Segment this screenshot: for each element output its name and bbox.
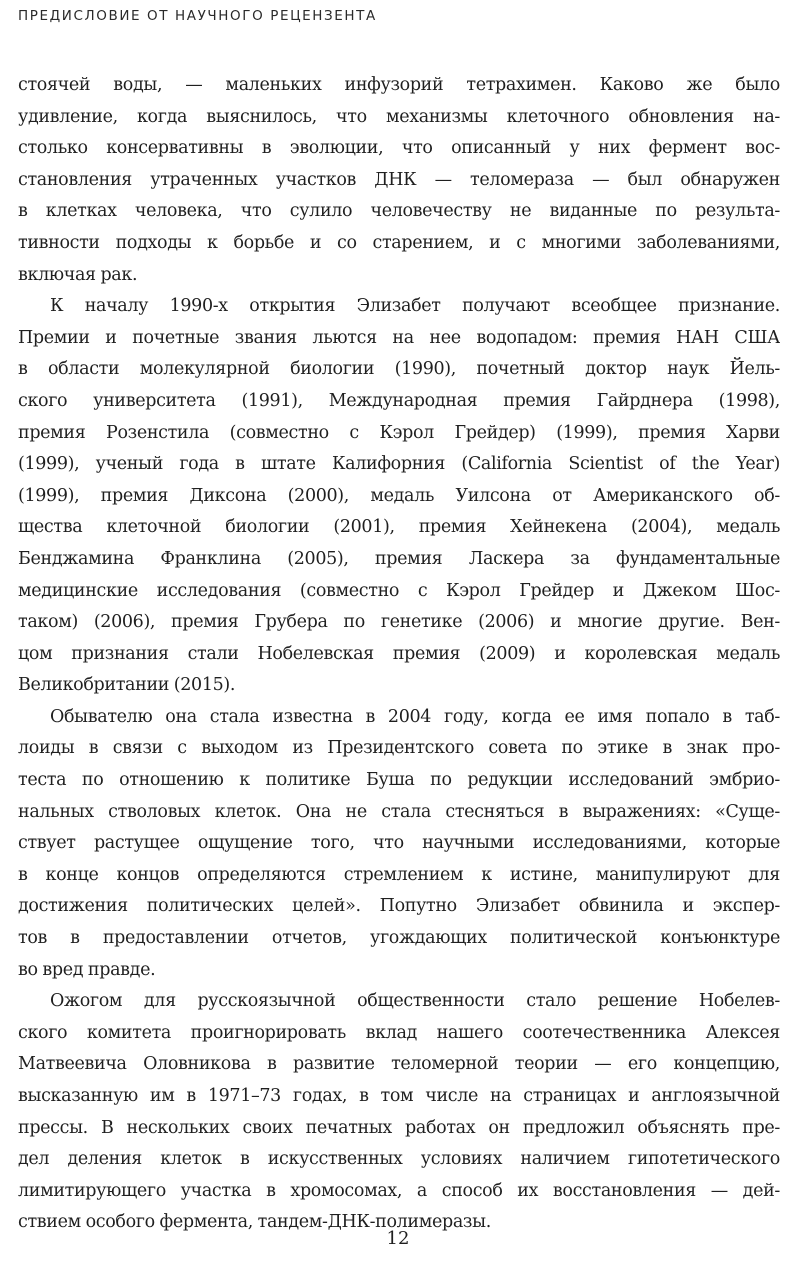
paragraph-3-line: в конце концов определяются стремлением к истине, манипулируют для <box>18 864 780 885</box>
paragraph-2-line: медицинские исследования (совместно с Кэрол Грейдер и Джеком Шос- <box>18 580 780 601</box>
paragraph-1-line: становления утраченных участков ДНК — теломераза — был обнаружен <box>18 169 780 190</box>
paragraph-1-line: в клетках человека, что сулило человечеству не виданные по результа- <box>18 201 780 222</box>
paragraph-2-line: (1999), премия Диксона (2000), медаль Уилсона от Американского об- <box>18 485 780 506</box>
paragraph-1-line: столько консервативны в эволюции, что описанный у них фермент вос- <box>18 138 780 159</box>
paragraph-3-line: лоиды в связи с выходом из Президентского совета по этике в знак про- <box>18 738 780 759</box>
paragraph-2-line: в области молекулярной биологии (1990), почетный доктор наук Йель- <box>18 359 780 380</box>
paragraph-1-line: тивности подходы к борьбе и со старением, и с многими заболеваниями, <box>18 232 780 253</box>
paragraph-4-line: дел деления клеток в искусственных условиях наличием гипотетического <box>18 1149 780 1170</box>
paragraph-1-line: удивление, когда выяснилось, что механизмы клеточного обновления на- <box>18 106 780 127</box>
paragraph-3-line: нальных стволовых клеток. Она не стала стесняться в выражениях: «Суще- <box>18 801 780 822</box>
paragraph-2-line: таком) (2006), премия Грубера по генетике (2006) и многие другие. Вен- <box>18 612 780 633</box>
paragraph-4-line: лимитирующего участка в хромосомах, а способ их восстановления — дей- <box>18 1180 780 1201</box>
paragraph-2-line: Великобритании (2015). <box>18 675 236 696</box>
paragraph-2-line: премия Розенстила (совместно с Кэрол Грейдер) (1999), премия Харви <box>18 422 780 443</box>
paragraph-3-line: во вред правде. <box>18 959 156 980</box>
paragraph-2-line: (1999), ученый года в штате Калифорния (California Scientist of the Year) <box>18 454 780 475</box>
paragraph-2-line: Бенджамина Франклина (2005), премия Ласкера за фундаментальные <box>18 548 780 569</box>
paragraph-4-line: ствием особого фермента, тандем-ДНК-полимеразы. <box>18 1212 491 1233</box>
paragraph-3-line: теста по отношению к политике Буша по редукции исследований эмбрио- <box>18 770 780 791</box>
paragraph-2-line: Премии и почетные звания льются на нее водопадом: премия НАН США <box>18 327 780 348</box>
paragraph-4-line: Ожогом для русскоязычной общественности стало решение Нобелев- <box>50 991 780 1012</box>
body-text <box>18 70 780 1239</box>
paragraph-2-line: ского университета (1991), Международная премия Гайрднера (1998), <box>18 390 780 411</box>
paragraph-3-line: Обывателю она стала известна в 2004 году, когда ее имя попало в таб- <box>50 706 780 727</box>
paragraph-4-line: высказанную им в 1971–73 годах, в том числе на страницах и англоязычной <box>18 1086 780 1106</box>
paragraph-4-line: Матвеевича Оловникова в развитие теломерной теории — его концепцию, <box>18 1054 780 1075</box>
paragraph-1-line: стоячей воды, — маленьких инфузорий тетрахимен. Каково же было <box>18 75 780 95</box>
running-head: ПРЕДИСЛОВИЕ ОТ НАУЧНОГО РЕЦЕНЗЕНТА <box>18 8 377 24</box>
paragraph-2-line: цом признания стали Нобелевская премия (2009) и королевская медаль <box>18 643 780 664</box>
paragraph-2-line: щества клеточной биологии (2001), премия Хейнекена (2004), медаль <box>18 517 780 538</box>
paragraph-2-line: К началу 1990-х открытия Элизабет получают всеобщее признание. <box>50 296 780 317</box>
paragraph-1-line: включая рак. <box>18 264 138 285</box>
page-number: 12 <box>386 1228 410 1249</box>
paragraph-3-line: ствует растущее ощущение того, что научными исследованиями, которые <box>18 833 780 854</box>
paragraph-4-line: прессы. В нескольких своих печатных работах он предложил объяснять пре- <box>18 1117 780 1138</box>
paragraph-3-line: достижения политических целей». Попутно Элизабет обвинила и экспер- <box>18 896 780 917</box>
paragraph-3-line: тов в предоставлении отчетов, угождающих политической конъюнктуре <box>18 928 780 949</box>
paragraph-4-line: ского комитета проигнорировать вклад нашего соотечественника Алексея <box>18 1022 780 1043</box>
